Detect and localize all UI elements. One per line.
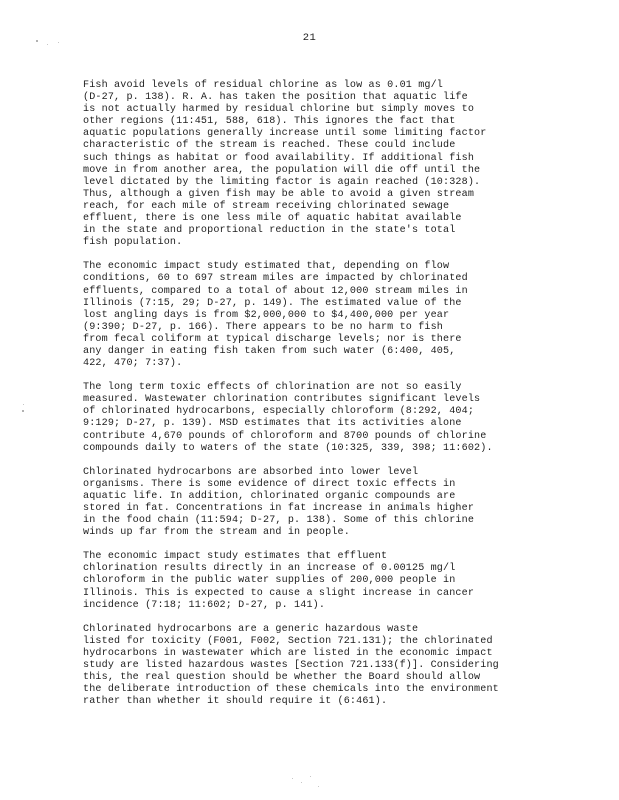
text-line: incidence (7:18; 11:602; D-27, p. 141). [83, 599, 326, 611]
text-line: in the food chain (11:594; D-27, p. 138). Some of this chlorine [83, 515, 475, 527]
scan-speckle [301, 782, 302, 783]
text-line: chlorination results directly in an increase of 0.00125 mg/l [83, 563, 456, 575]
text-line: of chlorinated hydrocarbons, especially chloroform (8:292, 404; [83, 406, 475, 418]
scan-speckle [318, 786, 319, 787]
text-line: effluent, there is one less mile of aquatic habitat available [83, 213, 462, 225]
scan-speckle [310, 776, 311, 777]
paragraph-water-supply [83, 551, 553, 611]
text-line: reach, for each mile of stream receiving chlorinated sewage [83, 200, 450, 212]
text-line: effluents, compared to a total of about 12,000 stream miles in [83, 285, 468, 297]
text-line: in the state and proportional reduction in the state's total [83, 225, 456, 237]
text-line: rather than whether it should require it (6:461). [83, 696, 388, 708]
text-line: Illinois (7:15, 29; D-27, p. 149). The estimated value of the [83, 297, 462, 309]
text-line: 9:129; D-27, p. 139). MSD estimates that its activities alone [83, 418, 462, 430]
text-line: (9:390; D-27, p. 166). There appears to be no harm to fish [83, 321, 444, 333]
text-line: Fish avoid levels of residual chlorine as low as 0.01 mg/l [83, 80, 444, 91]
scan-speckle [292, 778, 293, 779]
text-line: Thus, although a given fish may be able to avoid a given stream [83, 188, 475, 200]
text-line: lost angling days is from $2,000,000 to $4,400,000 per year [83, 309, 450, 321]
text-line: aquatic life. In addition, chlorinated organic compounds are [83, 490, 456, 502]
text-line: The long term toxic effects of chlorination are not so easily [83, 382, 462, 394]
text-line: compounds daily to waters of the state (10:325, 339, 398; 11:602). [83, 442, 493, 454]
paragraph-toxic-effects [83, 382, 553, 455]
text-line: level dictated by the limiting factor is again reached (10:328). [83, 176, 481, 188]
body-text [83, 80, 553, 720]
text-line: aquatic populations generally increase until some limiting factor [83, 128, 487, 140]
text-line: contribute 4,670 pounds of chloroform and 8700 pounds of chlorine [83, 430, 487, 442]
text-line: study are listed hazardous wastes [Section 721.133(f)]. Considering [83, 660, 499, 672]
text-line: measured. Wastewater chlorination contributes significant levels [83, 394, 481, 406]
text-line: organisms. There is some evidence of direct toxic effects in [83, 478, 456, 490]
text-line: other regions (11:451, 588, 618). This ignores the fact that [83, 116, 456, 128]
scan-speckle [23, 404, 24, 405]
text-line: The economic impact study estimates that effluent [83, 551, 388, 563]
scan-speckle [36, 40, 38, 42]
text-line: this, the real question should be whether the Board should allow [83, 672, 481, 684]
text-line: is not actually harmed by residual chlorine but simply moves to [83, 104, 475, 116]
scan-speckle [22, 410, 24, 412]
text-line: stored in fat. Concentrations in fat increase in animals higher [83, 503, 475, 514]
text-line: hydrocarbons in wastewater which are listed in the economic impact [83, 647, 493, 659]
text-line: (D-27, p. 138). R. A. has taken the position that aquatic life [83, 92, 468, 104]
scan-speckle [58, 42, 59, 43]
text-line: The economic impact study estimated that, depending on flow [83, 261, 450, 273]
text-line: Chlorinated hydrocarbons are absorbed into lower level [83, 466, 419, 478]
text-line: chloroform in the public water supplies of 200,000 people in [83, 575, 456, 587]
text-line: listed for toxicity (F001, F002, Section 721.131); the chlorinated [83, 635, 493, 647]
text-line: any danger in eating fish taken from such water (6:400, 405, [83, 345, 456, 357]
scan-speckle [47, 44, 48, 45]
paragraph-hazardous-waste [83, 624, 553, 709]
text-line: the deliberate introduction of these chemicals into the environment [83, 684, 499, 696]
text-line: conditions, 60 to 697 stream miles are impacted by chlorinated [83, 273, 468, 285]
text-line: move in from another area, the population will die off until the [83, 164, 481, 176]
paragraph-economic-impact [83, 261, 553, 370]
text-line: from fecal coliform at typical discharge levels; nor is there [83, 333, 462, 345]
text-line: winds up far from the stream and in people. [83, 527, 350, 539]
text-line: fish population. [83, 237, 183, 249]
text-line: such things as habitat or food availability. If additional fish [83, 152, 475, 164]
paragraph-fish-avoidance [83, 80, 553, 249]
text-line: Chlorinated hydrocarbons are a generic hazardous waste [83, 623, 419, 635]
text-line: 422, 470; 7:37). [83, 358, 183, 370]
page-number: 21 [302, 32, 317, 44]
text-line: characteristic of the stream is reached. These could include [83, 140, 456, 152]
text-line: Illinois. This is expected to cause a slight increase in cancer [83, 587, 475, 599]
paragraph-absorption [83, 467, 553, 540]
